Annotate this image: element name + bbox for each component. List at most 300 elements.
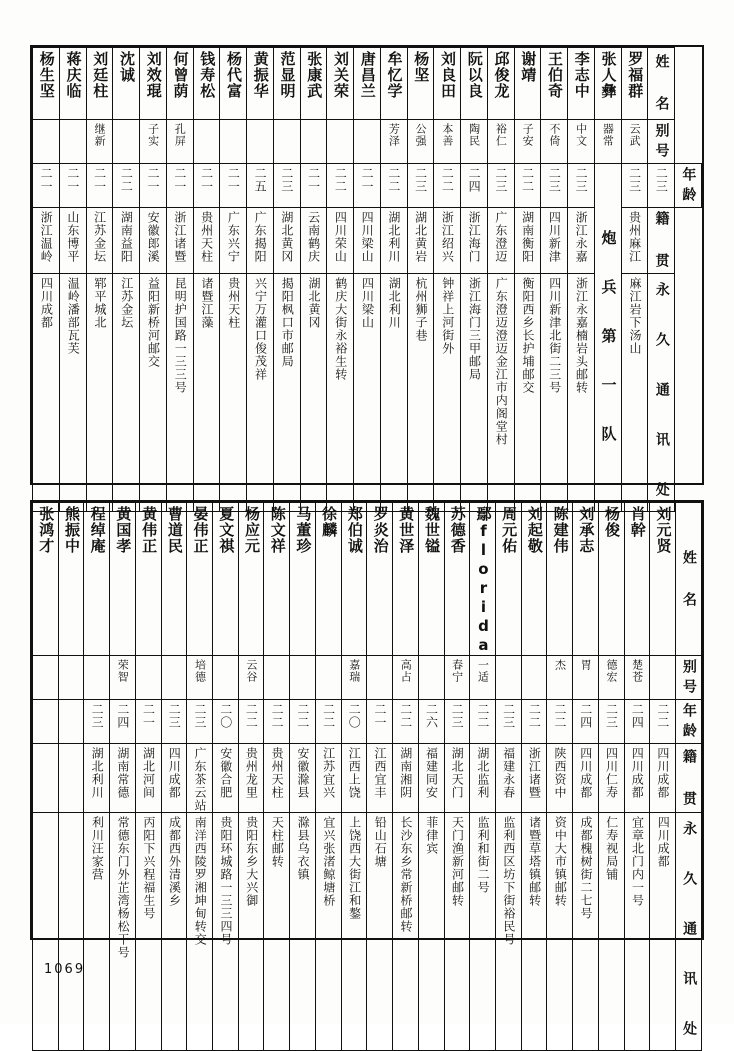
cell-native xyxy=(110,744,136,813)
cell-address xyxy=(341,813,367,1051)
name-text: 蒋庆临 xyxy=(64,51,83,99)
roster-grid-upper xyxy=(32,47,702,512)
age-text: 二二 xyxy=(244,703,259,729)
age-text: 二一 xyxy=(172,167,187,193)
alias-text: 子实 xyxy=(146,123,160,147)
cell-age xyxy=(650,700,676,744)
cell-native xyxy=(33,744,59,813)
cell-age xyxy=(273,164,300,208)
cell-native xyxy=(407,208,434,274)
alias-text: 云武 xyxy=(628,123,642,147)
cell-alias xyxy=(568,120,595,164)
cell-name xyxy=(594,48,621,120)
cell-address xyxy=(193,274,220,512)
cell-address xyxy=(238,813,264,1051)
address-text: 麻江岩下汤山 xyxy=(627,277,642,355)
alias-text: 胃 xyxy=(579,659,593,671)
cell-address xyxy=(495,813,521,1051)
cell-name xyxy=(573,503,599,656)
age-text: 二四 xyxy=(578,703,593,729)
cell-age xyxy=(238,700,264,744)
cell-address xyxy=(514,274,541,512)
age-text: 二二 xyxy=(270,703,285,729)
cell-address xyxy=(380,274,407,512)
native-text: 贵州龙里 xyxy=(244,747,259,799)
name-text: 张人彝 xyxy=(599,51,618,99)
cell-age xyxy=(140,164,167,208)
table-row-age xyxy=(33,164,702,208)
age-text: 二二 xyxy=(398,703,413,729)
cell-native xyxy=(59,208,86,274)
cell-age xyxy=(300,164,327,208)
cell-native xyxy=(487,208,514,274)
cell-alias xyxy=(461,120,488,164)
name-text: 杨坚 xyxy=(412,51,431,83)
cell-native xyxy=(541,208,568,274)
cell-alias xyxy=(86,120,113,164)
cell-address xyxy=(135,813,161,1051)
cell-name xyxy=(461,48,488,120)
cell-address xyxy=(33,274,60,512)
cell-alias xyxy=(193,120,220,164)
alias-text: 杰 xyxy=(553,659,567,671)
cell-address xyxy=(166,274,193,512)
cell-age xyxy=(444,700,470,744)
cell-alias xyxy=(354,120,381,164)
cell-age xyxy=(367,700,393,744)
cell-alias xyxy=(110,656,136,700)
cell-name xyxy=(495,503,521,656)
native-text: 浙江温岭 xyxy=(39,211,54,263)
cell-native xyxy=(547,744,573,813)
cell-alias xyxy=(213,656,239,700)
cell-native xyxy=(514,208,541,274)
name-text: 张鸿才 xyxy=(37,506,56,554)
cell-alias xyxy=(161,656,187,700)
native-text: 湖南衡阳 xyxy=(520,211,535,263)
name-text: 晏伟正 xyxy=(191,506,210,554)
cell-name xyxy=(238,503,264,656)
name-text: 罗炎治 xyxy=(371,506,390,554)
cell-age xyxy=(247,164,274,208)
cell-native xyxy=(166,208,193,274)
name-text: 陈建伟 xyxy=(551,506,570,554)
cell-alias xyxy=(84,656,110,700)
table-row-alias xyxy=(33,656,702,700)
alias-text: 云谷 xyxy=(244,659,258,683)
cell-name xyxy=(354,48,381,120)
cell-native xyxy=(461,208,488,274)
cell-age xyxy=(110,700,136,744)
name-text: 肖幹 xyxy=(628,506,647,538)
cell-alias xyxy=(187,656,213,700)
cell-address xyxy=(434,274,461,512)
cell-alias xyxy=(521,656,547,700)
cell-name xyxy=(58,503,84,656)
address-text: 长沙东乡常新桥邮转 xyxy=(399,816,414,933)
cell-native xyxy=(247,208,274,274)
row-header-alias-lower: 别号 xyxy=(675,656,701,700)
alias-text: 芳泽 xyxy=(387,123,401,147)
cell-alias xyxy=(341,656,367,700)
cell-name xyxy=(624,503,650,656)
address-text: 广东澄迈澄迈金江市内阁堂村 xyxy=(494,277,509,446)
alias-text: 公强 xyxy=(414,123,428,147)
cell-address xyxy=(568,274,595,512)
cell-age xyxy=(407,164,434,208)
cell-native xyxy=(187,744,213,813)
name-text: 罗福群 xyxy=(626,51,645,99)
cell-alias xyxy=(418,656,444,700)
alias-text: 中文 xyxy=(574,123,588,147)
address-text: 丙阳下兴程福生号 xyxy=(141,816,156,920)
address-text: 成都西外清溪乡 xyxy=(167,816,182,907)
address-text: 滁县乌衣镇 xyxy=(296,816,311,881)
cell-age xyxy=(86,164,113,208)
age-text: 二二 xyxy=(321,703,336,729)
cell-name xyxy=(166,48,193,120)
row-header-native-lower: 籍 贯 xyxy=(675,744,701,813)
address-text: 南洋西陵罗湘坤甸转交 xyxy=(193,816,208,946)
cell-native xyxy=(213,744,239,813)
cell-address xyxy=(367,813,393,1051)
address-text: 菲律宾 xyxy=(424,816,439,855)
age-text: 二三 xyxy=(654,167,669,193)
cell-native xyxy=(300,208,327,274)
address-text: 益阳新桥河邮交 xyxy=(146,277,161,368)
cell-alias xyxy=(300,120,327,164)
alias-text: 陶民 xyxy=(467,123,481,147)
address-text: 温岭潘部瓦芙 xyxy=(66,277,81,355)
address-text: 监利西区坊下街裕民号 xyxy=(501,816,516,946)
native-text: 贵州天柱 xyxy=(270,747,285,799)
cell-age xyxy=(568,164,595,208)
address-text: 湖北黄冈 xyxy=(306,277,321,329)
name-text: 阮以良 xyxy=(465,51,484,99)
name-text: 徐麟 xyxy=(320,506,339,538)
cell-age xyxy=(418,700,444,744)
native-text: 四川成都 xyxy=(630,747,645,799)
cell-native xyxy=(140,208,167,274)
cell-name xyxy=(407,48,434,120)
age-text: 二一 xyxy=(199,167,214,193)
cell-native xyxy=(341,744,367,813)
cell-native xyxy=(354,208,381,274)
age-text: 二二 xyxy=(119,167,134,193)
address-text: 郓平城北 xyxy=(92,277,107,329)
cell-age xyxy=(521,700,547,744)
age-text: 二一 xyxy=(306,167,321,193)
unit-label xyxy=(594,164,621,512)
cell-name xyxy=(86,48,113,120)
native-text: 湖北天门 xyxy=(450,747,465,799)
native-text: 江苏宜兴 xyxy=(321,747,336,799)
native-text: 四川荣山 xyxy=(333,211,348,263)
cell-address xyxy=(220,274,247,512)
cell-alias xyxy=(487,120,514,164)
age-text: 二三 xyxy=(627,167,642,193)
cell-native xyxy=(273,208,300,274)
row-header-address-lower: 永 久 通 讯 处 xyxy=(675,813,701,1051)
table-row-alias xyxy=(33,120,702,164)
cell-name xyxy=(547,503,573,656)
native-text: 福建同安 xyxy=(424,747,439,799)
age-text: 二一 xyxy=(360,167,375,193)
cell-name xyxy=(541,48,568,120)
cell-age xyxy=(598,700,624,744)
cell-name xyxy=(568,48,595,120)
cell-name xyxy=(341,503,367,656)
cell-address xyxy=(213,813,239,1051)
age-text: 二一 xyxy=(92,167,107,193)
native-text: 江西上饶 xyxy=(347,747,362,799)
address-text: 揭阳枫口市邮局 xyxy=(280,277,295,368)
alias-text: 一适 xyxy=(476,659,490,683)
cell-native xyxy=(161,744,187,813)
cell-alias xyxy=(380,120,407,164)
native-text: 浙江绍兴 xyxy=(440,211,455,263)
cell-age xyxy=(113,164,140,208)
cell-name xyxy=(290,503,316,656)
name-text: 唐昌兰 xyxy=(358,51,377,99)
cell-native xyxy=(327,208,354,274)
cell-alias xyxy=(140,120,167,164)
cell-name xyxy=(220,48,247,120)
cell-native xyxy=(367,744,393,813)
cell-age xyxy=(547,700,573,744)
cell-native xyxy=(650,744,676,813)
address-text: 浙江海门三甲邮局 xyxy=(467,277,482,381)
native-text: 湖北利川 xyxy=(90,747,105,799)
cell-address xyxy=(470,813,496,1051)
address-text: 诸暨江藻 xyxy=(199,277,214,329)
cell-address xyxy=(84,813,110,1051)
table-row-name xyxy=(33,503,702,656)
native-text: 湖南常德 xyxy=(115,747,130,799)
name-text: 魏世镒 xyxy=(423,506,442,554)
native-text: 安徽郎溪 xyxy=(146,211,161,263)
cell-native xyxy=(33,208,60,274)
cell-name xyxy=(110,503,136,656)
name-text: 刘廷柱 xyxy=(91,51,110,99)
cell-age xyxy=(495,700,521,744)
cell-alias xyxy=(407,120,434,164)
address-text: 资中大市镇邮转 xyxy=(553,816,568,907)
name-text: 黄国孝 xyxy=(114,506,133,554)
native-text: 江苏金坛 xyxy=(92,211,107,263)
cell-age xyxy=(327,164,354,208)
cell-name xyxy=(33,503,59,656)
row-header-name-upper: 姓 名 xyxy=(648,48,675,120)
cell-address xyxy=(264,813,290,1051)
age-text: 二二 xyxy=(655,703,670,729)
row-header-name-lower: 姓 名 xyxy=(675,503,701,656)
address-text: 鹤庆大街永裕生转 xyxy=(333,277,348,381)
cell-address xyxy=(187,813,213,1051)
age-text: 二三 xyxy=(413,167,428,193)
cell-alias xyxy=(444,656,470,700)
age-text: 二三 xyxy=(279,167,294,193)
name-text: 邱俊龙 xyxy=(492,51,511,99)
address-text: 铅山石塘 xyxy=(373,816,388,868)
cell-age xyxy=(487,164,514,208)
address-text: 上饶西大街江和鏊 xyxy=(347,816,362,920)
address-text: 浙江永嘉楠岩头邮转 xyxy=(574,277,589,394)
name-text: 杨代富 xyxy=(225,51,243,99)
name-text: 黄世泽 xyxy=(397,506,416,554)
address-text: 衡阳西乡长护埔邮交 xyxy=(520,277,535,394)
native-text: 浙江诸暨 xyxy=(172,211,187,263)
cell-address xyxy=(598,813,624,1051)
alias-text: 本善 xyxy=(440,123,454,147)
address-text: 诸暨草塔镇邮转 xyxy=(527,816,542,907)
alias-text: 嘉瑞 xyxy=(347,659,361,683)
native-text: 湖北利川 xyxy=(386,211,401,263)
cell-address xyxy=(59,274,86,512)
native-text: 浙江永嘉 xyxy=(574,211,589,263)
cell-age xyxy=(33,164,60,208)
page-number: 1069 xyxy=(44,962,86,977)
cell-native xyxy=(495,744,521,813)
roster-table-upper xyxy=(30,45,704,506)
cell-name xyxy=(327,48,354,120)
cell-alias xyxy=(33,120,60,164)
cell-name xyxy=(650,503,676,656)
cell-address xyxy=(247,274,274,512)
cell-address xyxy=(650,813,676,1051)
address-text: 兴宁万灌口俊茂祥 xyxy=(253,277,268,381)
native-text: 四川成都 xyxy=(578,747,593,799)
native-text: 湖北黄冈 xyxy=(279,211,294,263)
cell-name xyxy=(84,503,110,656)
cell-native xyxy=(393,744,419,813)
age-text: 二三 xyxy=(547,167,562,193)
name-text: 李志中 xyxy=(572,51,591,99)
alias-text: 楚苍 xyxy=(630,659,644,683)
name-text: 刘承志 xyxy=(577,506,596,554)
cell-address xyxy=(541,274,568,512)
cell-address xyxy=(624,813,650,1051)
cell-age xyxy=(166,164,193,208)
name-text: 程绰庵 xyxy=(88,506,107,554)
cell-address xyxy=(418,813,444,1051)
cell-name xyxy=(135,503,161,656)
cell-name xyxy=(273,48,300,120)
cell-age xyxy=(315,700,341,744)
unit-label-text: 炮 兵 第 一 队 xyxy=(599,229,618,449)
native-text: 浙江海门 xyxy=(467,211,482,263)
name-text: 刘起敬 xyxy=(525,506,544,554)
cell-alias xyxy=(220,120,247,164)
cell-address xyxy=(113,274,140,512)
age-text: 二一 xyxy=(373,703,387,729)
alias-text: 春宁 xyxy=(450,659,464,683)
address-text: 四川新津北街二三号 xyxy=(547,277,562,394)
alias-text: 子安 xyxy=(521,123,535,147)
cell-alias xyxy=(573,656,599,700)
native-text: 四川成都 xyxy=(655,747,670,799)
address-text: 宜章北门内一号 xyxy=(630,816,645,907)
age-text: 二六 xyxy=(424,703,439,729)
cell-age xyxy=(187,700,213,744)
cell-name xyxy=(187,503,213,656)
cell-alias xyxy=(514,120,541,164)
cell-name xyxy=(434,48,461,120)
row-header-age-upper: 年龄 xyxy=(675,164,702,208)
name-text: 黄伟正 xyxy=(140,506,159,554)
cell-native xyxy=(624,744,650,813)
cell-address xyxy=(354,274,381,512)
name-text: 夏文祺 xyxy=(217,506,236,554)
age-text: 二一 xyxy=(146,167,161,193)
table-row-address xyxy=(33,813,702,1051)
cell-native xyxy=(193,208,220,274)
cell-native xyxy=(434,208,461,274)
name-text: 杨俊 xyxy=(603,506,622,538)
cell-native xyxy=(568,208,595,274)
address-text: 四川成都 xyxy=(39,277,54,329)
cell-alias xyxy=(434,120,461,164)
native-text: 四川仁寿 xyxy=(604,747,619,799)
alias-text: 高占 xyxy=(399,659,413,683)
cell-address xyxy=(86,274,113,512)
cell-age xyxy=(354,164,381,208)
native-text: 贵州麻江 xyxy=(627,211,642,263)
cell-age xyxy=(213,700,239,744)
cell-name xyxy=(514,48,541,120)
cell-age xyxy=(573,700,599,744)
age-text: 二二 xyxy=(475,703,490,729)
cell-address xyxy=(140,274,167,512)
cell-alias xyxy=(367,656,393,700)
address-text: 仁寿视局铺 xyxy=(604,816,619,881)
cell-native xyxy=(315,744,341,813)
cell-age xyxy=(380,164,407,208)
cell-address xyxy=(487,274,514,512)
native-text: 福建永春 xyxy=(501,747,516,799)
cell-address xyxy=(573,813,599,1051)
address-text: 湖北利川 xyxy=(387,277,402,329)
name-text: 杨生坚 xyxy=(37,51,56,99)
cell-native xyxy=(58,744,84,813)
cell-native xyxy=(521,744,547,813)
age-text: 二四 xyxy=(115,703,130,729)
cell-alias xyxy=(327,120,354,164)
age-text: 二三 xyxy=(90,703,105,729)
native-text: 湖北河间 xyxy=(141,747,156,799)
age-text: 二一 xyxy=(39,167,54,193)
native-text: 广东揭阳 xyxy=(253,211,268,263)
age-text: 二三 xyxy=(604,703,619,729)
native-text: 湖北监利 xyxy=(475,747,490,799)
age-text: 二三 xyxy=(574,167,589,193)
cell-alias xyxy=(598,656,624,700)
age-text: 二三 xyxy=(167,703,182,729)
age-text: 二二 xyxy=(333,167,348,193)
row-header-alias-upper: 别号 xyxy=(648,120,675,164)
cell-address xyxy=(273,274,300,512)
address-text: 常德东门外芷湾杨松干号 xyxy=(116,816,131,959)
name-text: 钱寿松 xyxy=(198,51,217,99)
cell-alias xyxy=(624,656,650,700)
address-text: 监利和街二号 xyxy=(476,816,491,894)
age-text: 二〇 xyxy=(347,703,362,729)
name-text: 刘良田 xyxy=(439,51,457,99)
address-text: 昆明护国路一三三号 xyxy=(173,277,188,394)
address-text: 贵阳东乡大兴御 xyxy=(244,816,259,907)
address-text: 成都槐树街二七号 xyxy=(579,816,594,920)
cell-age xyxy=(290,700,316,744)
